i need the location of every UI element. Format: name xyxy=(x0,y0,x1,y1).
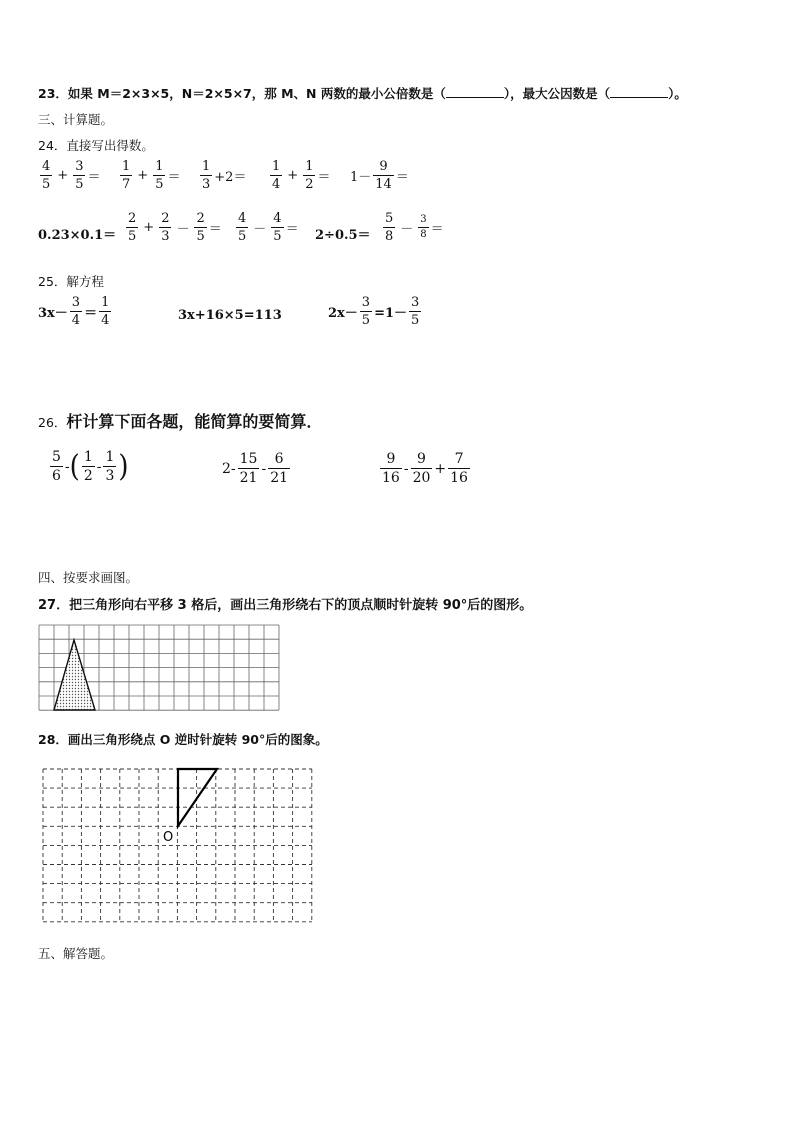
equation-3: 2x－ $\frac{3}{5}$ =1－ 3 5 xyxy=(328,295,420,328)
equation-2: 3x+16×5=113 xyxy=(178,308,282,323)
fraction: 3 4 xyxy=(71,295,81,328)
expr-r1-1: 4 5 + $\frac{3}{5}$ ＝ xyxy=(42,159,101,192)
question-text: 杆计算下面各题，能简算的要简算． xyxy=(66,412,323,431)
expr-26-1: 5 6 - ( 1 2 - 1 3 ) xyxy=(52,449,129,484)
fraction: 9 14 xyxy=(375,159,392,192)
fraction: $\frac{3}{5}$ xyxy=(75,159,84,192)
question-28-text: 28．画出三角形绕点 O 逆时针旋转 90°后的图象。 xyxy=(38,732,328,747)
fraction: 15 21 xyxy=(239,451,258,486)
question-26-title xyxy=(38,409,322,432)
fraction: 1 3 xyxy=(105,449,115,484)
q27-grid-figure[interactable] xyxy=(38,624,280,712)
expr-r1-4: 1 4 + $\frac{1}{2}$ ＝ xyxy=(272,159,331,192)
expr-r1-3: 1 3 +2＝ xyxy=(202,159,247,192)
expr-26-2: 2- 15 21 - 6 21 xyxy=(222,451,289,486)
fraction: 1 4 xyxy=(101,295,110,328)
fraction: 1 2 xyxy=(83,449,93,484)
fraction: 5 6 xyxy=(52,449,61,484)
section-5-heading: 五、解答题。 xyxy=(38,946,114,961)
fraction: 4 5 xyxy=(42,159,51,192)
question-text: 如果 M＝2×3×5，N＝2×5×7，那 M、N 两数的最小公倍数是（ xyxy=(67,86,446,101)
section-3-heading: 三、计算题。 xyxy=(38,112,114,127)
question-number: 26． xyxy=(38,415,67,430)
fraction: 2 5 xyxy=(128,211,137,244)
question-23 xyxy=(38,84,687,102)
expr-r2-4: 2÷0.5＝ xyxy=(315,228,371,243)
fraction: 4 5 xyxy=(273,211,282,244)
q28-grid-figure[interactable] xyxy=(38,764,320,928)
question-27-text: 27．把三角形向右平移 3 格后，画出三角形绕右下的顶点顺时针旋转 90°后的图形。 xyxy=(38,598,533,613)
fraction: 4 5 xyxy=(238,211,247,244)
fraction: 9 16 xyxy=(382,451,400,486)
shaded-triangle xyxy=(54,640,95,710)
expr-r2-1: 0.23×0.1＝ xyxy=(38,228,117,243)
section-4-heading: 四、按要求画图。 xyxy=(38,570,139,585)
question-number: 23． xyxy=(38,86,68,101)
expr-r2-5: 5 8 － 3 8 ＝ xyxy=(385,211,444,244)
question-25-title: 25．解方程 xyxy=(38,274,104,289)
fraction: 3 5 xyxy=(411,295,420,328)
fraction: 5 8 xyxy=(385,211,394,244)
fraction: $\frac{3}{5}$ xyxy=(361,295,371,328)
fraction: $\frac{2}{3}$ xyxy=(161,211,170,244)
fraction: 9 20 xyxy=(412,451,431,486)
expr-26-3: 9 16 - 9 20 + $\frac{7}{16}$ xyxy=(382,451,468,486)
answer-blank-gcd[interactable] xyxy=(610,85,668,98)
expr-r2-3: 4 5 － 4 5 ＝ xyxy=(238,211,299,244)
equation-1: 3x－ 3 4 ＝ 1 4 xyxy=(38,295,110,328)
fraction: 1 4 xyxy=(272,159,281,192)
question-24-title: 24．直接写出得数。 xyxy=(38,138,154,153)
fraction: $\frac{1}{5}$ xyxy=(155,159,164,192)
fraction: 2 5 xyxy=(196,211,205,244)
fraction: 3 8 xyxy=(420,214,427,240)
fraction: $\frac{1}{2}$ xyxy=(305,159,314,192)
fraction: 1 7 xyxy=(122,159,131,192)
fraction: 1 3 xyxy=(202,159,211,192)
fraction: 6 21 xyxy=(270,451,289,486)
point-o-label: O xyxy=(163,830,174,845)
question-text-end: ）。 xyxy=(668,86,687,101)
question-text-mid: ），最大公因数是（ xyxy=(503,86,611,101)
right-triangle xyxy=(178,769,217,826)
answer-blank-lcm[interactable] xyxy=(446,85,504,98)
expr-r1-2: 1 7 + $\frac{1}{5}$ ＝ xyxy=(122,159,181,192)
expr-r2-2: 2 5 + $\frac{2}{3}$ － 2 5 ＝ xyxy=(128,211,222,244)
expr-r1-5: 1－ 9 14 ＝ xyxy=(350,159,409,192)
fraction: $\frac{7}{16}$ xyxy=(450,451,468,486)
